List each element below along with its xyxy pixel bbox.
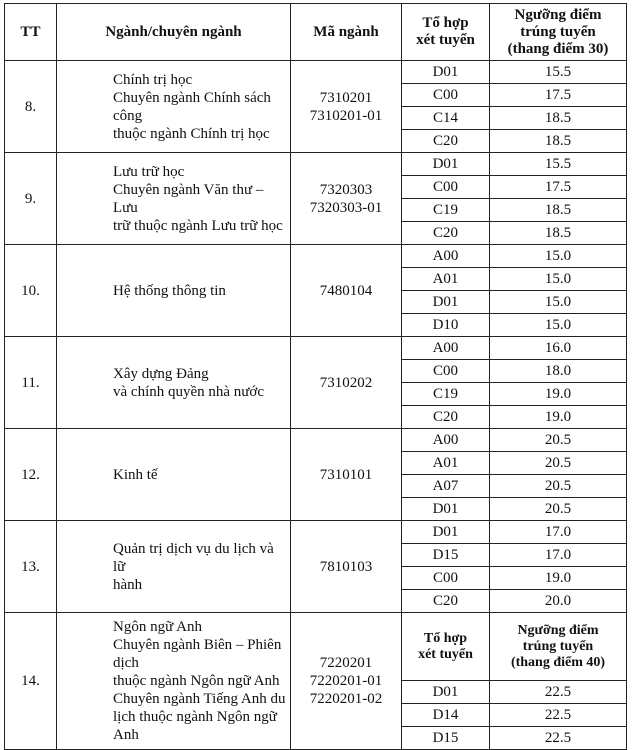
combo-code: A01 [402, 452, 490, 475]
major-name-line: Chính trị học [113, 71, 193, 88]
header-score-line1: Ngưỡng điểm [514, 6, 602, 23]
header-tt: TT [5, 4, 57, 61]
combo-code: D01 [402, 498, 490, 521]
combo-code: A07 [402, 475, 490, 498]
major-name-line: trữ thuộc ngành Lưu trữ học [113, 217, 283, 234]
major-name-line: Quản trị dịch vụ du lịch và lữ [113, 540, 274, 575]
table-row [5, 61, 627, 84]
header-score-line2: trúng tuyển [520, 23, 596, 40]
major-name-line: Chuyên ngành Tiếng Anh du [113, 691, 286, 707]
header-major: Ngành/chuyên ngành [57, 4, 291, 61]
sub-header-score-line3: (thang điểm 40) [510, 654, 606, 670]
major-code-line: 7320303-01 [309, 199, 383, 216]
admission-score-table [4, 3, 627, 750]
threshold-score: 22.5 [490, 704, 627, 727]
major-name-line: thuộc ngành Ngôn ngữ Anh [113, 673, 280, 689]
major-name-line: Chuyên ngành Chính sách công [113, 89, 271, 124]
header-score [490, 4, 627, 61]
combo-code: D15 [402, 544, 490, 567]
threshold-score: 18.5 [490, 130, 627, 153]
major-code [291, 153, 402, 245]
threshold-score: 17.5 [490, 176, 627, 199]
combo-code: D01 [402, 61, 490, 84]
threshold-score: 15.0 [490, 268, 627, 291]
major-name-line: Chuyên ngành Biên – Phiên dịch [113, 637, 282, 671]
major-code-line: 7320303 [319, 181, 373, 198]
combo-code: A00 [402, 429, 490, 452]
major-name-line: thuộc ngành Chính trị học [113, 125, 270, 142]
threshold-score: 15.0 [490, 291, 627, 314]
sub-header-combo-line2: xét tuyển [418, 646, 473, 662]
combo-code: D14 [402, 704, 490, 727]
row-number: 10. [5, 245, 57, 337]
sub-header-score-line1: Ngưỡng điểm [517, 622, 599, 638]
major-code-line: 7220201-02 [309, 691, 383, 707]
combo-code: C19 [402, 383, 490, 406]
threshold-score: 19.0 [490, 406, 627, 429]
major-code-line: 7480104 [319, 282, 373, 299]
threshold-score: 18.5 [490, 107, 627, 130]
major-code-line: 7810103 [319, 558, 373, 575]
row-number: 12. [5, 429, 57, 521]
major-code-line: 7220201 [319, 655, 373, 671]
threshold-score: 19.0 [490, 383, 627, 406]
threshold-score: 18.5 [490, 199, 627, 222]
major-name [57, 245, 291, 337]
combo-code: C20 [402, 406, 490, 429]
threshold-score: 20.5 [490, 429, 627, 452]
major-name-line: và chính quyền nhà nước [113, 383, 265, 400]
major-name-line: Ngôn ngữ Anh [113, 619, 202, 635]
combo-code: D01 [402, 291, 490, 314]
threshold-score: 20.5 [490, 475, 627, 498]
header-combo-line2: xét tuyển [416, 32, 475, 48]
major-name-line: Lưu trữ học [113, 163, 185, 180]
combo-code: D01 [402, 681, 490, 704]
row-number: 11. [5, 337, 57, 429]
header-score-line3: (thang điểm 30) [507, 40, 609, 57]
row-number: 14. [5, 613, 57, 750]
major-code-line: 7310202 [319, 374, 373, 391]
major-code [291, 61, 402, 153]
threshold-score: 20.5 [490, 452, 627, 475]
row-number: 8. [5, 61, 57, 153]
major-code-line: 7220201-01 [309, 673, 383, 689]
major-code [291, 521, 402, 613]
major-name [57, 429, 291, 521]
combo-code: D01 [402, 521, 490, 544]
header-code: Mã ngành [291, 4, 402, 61]
major-name [57, 613, 291, 750]
major-name-line: hành [113, 576, 143, 593]
major-name-line: Kinh tế [113, 466, 158, 483]
combo-code: D15 [402, 727, 490, 750]
threshold-score: 18.5 [490, 222, 627, 245]
combo-code: C00 [402, 176, 490, 199]
threshold-score: 15.5 [490, 61, 627, 84]
major-code-line: 7310201 [319, 89, 373, 106]
threshold-score: 17.0 [490, 521, 627, 544]
major-code [291, 429, 402, 521]
threshold-score: 18.0 [490, 360, 627, 383]
table-row [5, 245, 627, 268]
table-body [5, 4, 627, 750]
threshold-score: 17.0 [490, 544, 627, 567]
combo-code: C14 [402, 107, 490, 130]
row-number: 13. [5, 521, 57, 613]
major-code-line: 7310201-01 [309, 107, 383, 124]
threshold-score: 15.5 [490, 153, 627, 176]
major-code [291, 337, 402, 429]
major-name [57, 521, 291, 613]
table-row [5, 337, 627, 360]
combo-code: C20 [402, 222, 490, 245]
threshold-score: 22.5 [490, 681, 627, 704]
table-header-row [5, 4, 627, 61]
table-row [5, 521, 627, 544]
combo-code: C20 [402, 590, 490, 613]
combo-code: D10 [402, 314, 490, 337]
major-name [57, 153, 291, 245]
combo-code: C19 [402, 199, 490, 222]
sub-header-score [490, 613, 627, 681]
major-name-line: Xây dựng Đảng [113, 365, 209, 382]
combo-code: C00 [402, 84, 490, 107]
threshold-score: 22.5 [490, 727, 627, 750]
combo-code: C00 [402, 567, 490, 590]
sub-header-combo [402, 613, 490, 681]
header-combo [402, 4, 490, 61]
table-row [5, 429, 627, 452]
threshold-score: 20.5 [490, 498, 627, 521]
sub-header-score-line2: trúng tuyển [522, 638, 594, 654]
row-number: 9. [5, 153, 57, 245]
threshold-score: 19.0 [490, 567, 627, 590]
combo-code: C20 [402, 130, 490, 153]
combo-code: C00 [402, 360, 490, 383]
major-name-line: lịch thuộc ngành Ngôn ngữ Anh [113, 709, 277, 743]
threshold-score: 17.5 [490, 84, 627, 107]
major-name [57, 61, 291, 153]
admission-table-container [4, 3, 627, 750]
combo-code: D01 [402, 153, 490, 176]
threshold-score: 15.0 [490, 314, 627, 337]
header-combo-line1: Tổ hợp [422, 15, 469, 31]
major-name-line: Chuyên ngành Văn thư – Lưu [113, 181, 264, 216]
threshold-score: 15.0 [490, 245, 627, 268]
major-code [291, 245, 402, 337]
table-row [5, 153, 627, 176]
major-name [57, 337, 291, 429]
major-name-line: Hệ thống thông tin [113, 282, 226, 299]
threshold-score: 16.0 [490, 337, 627, 360]
major-code [291, 613, 402, 750]
combo-code: A01 [402, 268, 490, 291]
major-code-line: 7310101 [319, 466, 373, 483]
combo-code: A00 [402, 337, 490, 360]
combo-code: A00 [402, 245, 490, 268]
threshold-score: 20.0 [490, 590, 627, 613]
sub-header-combo-line1: Tổ hợp [423, 630, 468, 646]
table-row [5, 613, 627, 681]
